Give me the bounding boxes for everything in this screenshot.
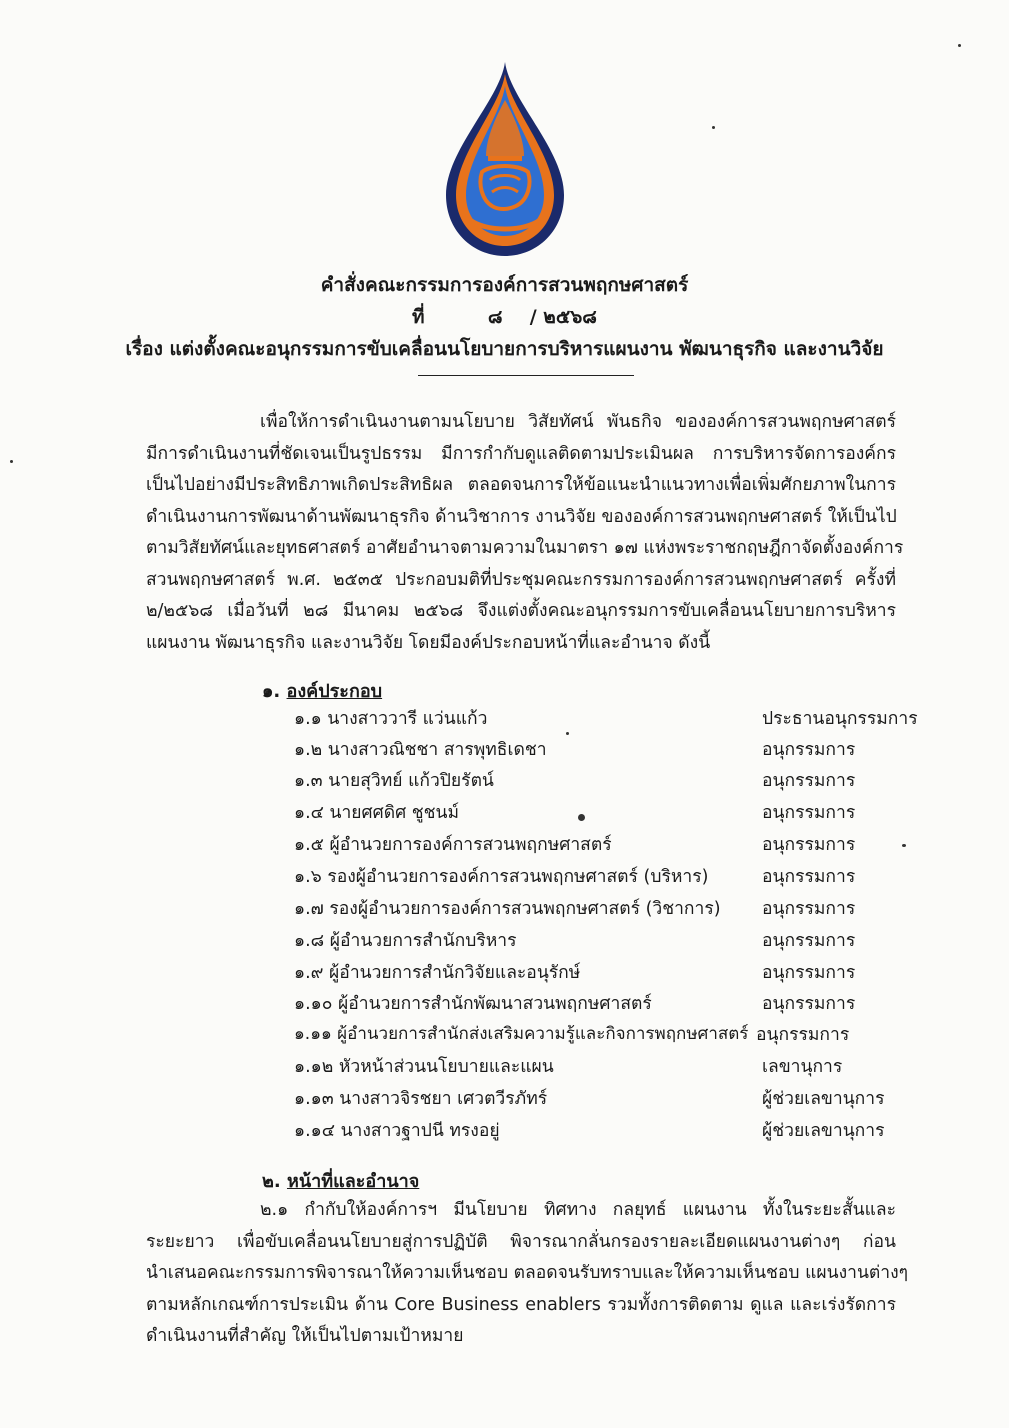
member-name: ๑.๓ นายสุวิทย์ แก้วปิยรัตน์ xyxy=(294,771,494,791)
section-1-title: องค์ประกอบ xyxy=(286,681,383,702)
section-1-number: ๑. xyxy=(262,681,281,702)
member-name: ๑.๑๔ นางสาวฐาปนี ทรงอยู่ xyxy=(294,1121,500,1141)
member-row xyxy=(294,989,934,1020)
intro-line: สวนพฤกษศาสตร์ พ.ศ. ๒๕๓๕ ประกอบมติที่ประชุมคณะกรรมการองค์การสวนพฤกษศาสตร์ ครั้งที่ xyxy=(146,569,896,590)
scan-speck xyxy=(10,460,13,463)
duty-line: ระยะยาว เพื่อขับเคลื่อนนโยบายสู่การปฏิบัติ พิจารณากลั่นกรองรายละเอียดแผนงานต่างๆ ก่อน xyxy=(146,1231,896,1252)
intro-line: เป็นไปอย่างมีประสิทธิภาพเกิดประสิทธิผล ตลอดจนการให้ข้อแนะนำแนวทางเพื่อเพิ่มศักยภาพในการ xyxy=(146,475,896,495)
member-row xyxy=(294,1020,934,1051)
member-role: อนุกรรมการ xyxy=(762,740,856,760)
member-row xyxy=(294,1052,934,1083)
member-role: อนุกรรมการ xyxy=(762,899,856,919)
member-name: ๑.๑ นางสาววารี แว่นแก้ว xyxy=(294,709,488,729)
duty-line: ๒.๑ กำกับให้องค์การฯ มีนโยบาย ทิศทาง กลยุทธ์ แผนงาน ทั้งในระยะสั้นและ xyxy=(260,1200,896,1220)
section-1-heading xyxy=(262,676,382,705)
member-role: อนุกรรมการ xyxy=(756,1025,850,1045)
member-row xyxy=(294,894,934,925)
member-name: ๑.๘ ผู้อำนวยการสำนักบริหาร xyxy=(294,931,517,951)
member-name: ๑.๑๒ หัวหน้าส่วนนโยบายและแผน xyxy=(294,1057,554,1077)
intro-line: แผนงาน พัฒนาธุรกิจ และงานวิจัย โดยมีองค์ประกอบหน้าที่และอำนาจ ดังนี้ xyxy=(146,632,711,653)
order-number-line xyxy=(0,302,1009,332)
member-row xyxy=(294,926,934,957)
member-role: ประธานอนุกรรมการ xyxy=(762,709,918,729)
organization-logo xyxy=(436,60,574,260)
order-number: ๘ xyxy=(487,306,503,328)
member-name: ๑.๑๐ ผู้อำนวยการสำนักพัฒนาสวนพฤกษศาสตร์ xyxy=(294,994,652,1014)
order-prefix: ที่ xyxy=(412,306,425,328)
member-role: เลขานุการ xyxy=(762,1057,843,1077)
member-name: ๑.๑๓ นางสาวจิรชยา เศวตวีรภัทร์ xyxy=(294,1089,548,1109)
order-year: / ๒๕๖๘ xyxy=(529,306,597,328)
member-role: อนุกรรมการ xyxy=(762,994,856,1014)
member-name: ๑.๖ รองผู้อำนวยการองค์การสวนพฤกษศาสตร์ (บริหาร) xyxy=(294,867,709,887)
member-row xyxy=(294,862,934,893)
member-row xyxy=(294,704,934,735)
duties-paragraph xyxy=(146,1195,909,1353)
intro-line: ตามวิสัยทัศน์และยุทธศาสตร์ อาศัยอำนาจตามความในมาตรา ๑๗ แห่งพระราชกฤษฎีกาจัดตั้งองค์การ xyxy=(146,538,904,558)
title-divider xyxy=(418,375,634,376)
member-name: ๑.๗ รองผู้อำนวยการองค์การสวนพฤกษศาสตร์ (วิชาการ) xyxy=(294,899,721,919)
member-name: ๑.๙ ผู้อำนวยการสำนักวิจัยและอนุรักษ์ xyxy=(294,963,581,983)
intro-line: เพื่อให้การดำเนินงานตามนโยบาย วิสัยทัศน์ พันธกิจ ขององค์การสวนพฤกษศาสตร์ xyxy=(260,412,896,432)
member-name: ๑.๕ ผู้อำนวยการองค์การสวนพฤกษศาสตร์ xyxy=(294,835,612,855)
scan-speck xyxy=(578,814,585,821)
scan-speck xyxy=(712,126,715,129)
member-role: อนุกรรมการ xyxy=(762,771,856,791)
member-row xyxy=(294,798,934,829)
order-subject: เรื่อง แต่งตั้งคณะอนุกรรมการขับเคลื่อนนโยบายการบริหารแผนงาน พัฒนาธุรกิจ และงานวิจัย xyxy=(125,338,884,360)
scan-speck xyxy=(566,732,569,735)
intro-paragraph xyxy=(146,407,904,659)
member-role: ผู้ช่วยเลขานุการ xyxy=(762,1089,885,1109)
member-role: ผู้ช่วยเลขานุการ xyxy=(762,1121,885,1141)
scan-speck xyxy=(958,44,961,47)
member-role: อนุกรรมการ xyxy=(762,803,856,823)
member-role: อนุกรรมการ xyxy=(762,963,856,983)
section-2-title: หน้าที่และอำนาจ xyxy=(286,1171,420,1192)
section-2-heading xyxy=(262,1166,419,1195)
member-name: ๑.๒ นางสาวณิชชา สารพุทธิเดชา xyxy=(294,740,547,760)
intro-line: ๒/๒๕๖๘ เมื่อวันที่ ๒๘ มีนาคม ๒๕๖๘ จึงแต่งตั้งคณะอนุกรรมการขับเคลื่อนนโยบายการบริหาร xyxy=(146,601,896,621)
duty-line: ดำเนินงานที่สำคัญ ให้เป็นไปตามเป้าหมาย xyxy=(146,1326,464,1346)
member-name: ๑.๔ นายศศดิศ ชูชนม์ xyxy=(294,803,460,823)
member-role: อนุกรรมการ xyxy=(762,931,856,951)
member-row xyxy=(294,766,934,797)
member-name: ๑.๑๑ ผู้อำนวยการสำนักส่งเสริมความรู้และกิจการพฤกษศาสตร์ xyxy=(294,1024,749,1044)
scan-speck xyxy=(902,844,906,847)
member-row xyxy=(294,1116,934,1147)
duty-line: ตามหลักเกณฑ์การประเมิน ด้าน Core Business enablers รวมทั้งการติดตาม ดูแล และเร่งรัดการ xyxy=(146,1294,896,1315)
member-row xyxy=(294,735,934,766)
member-role: อนุกรรมการ xyxy=(762,867,856,887)
duty-line: นำเสนอคณะกรรมการพิจารณาให้ความเห็นชอบ ตลอดจนรับทราบและให้ความเห็นชอบ แผนงานต่างๆ xyxy=(146,1263,909,1283)
intro-line: ดำเนินงานการพัฒนาด้านพัฒนาธุรกิจ ด้านวิชาการ งานวิจัย ขององค์การสวนพฤกษศาสตร์ ให้เป็นไป xyxy=(146,506,897,527)
member-row xyxy=(294,830,934,861)
order-title: คำสั่งคณะกรรมการองค์การสวนพฤกษศาสตร์ xyxy=(320,274,689,296)
member-row xyxy=(294,958,934,989)
section-2-number: ๒. xyxy=(262,1171,281,1192)
member-row xyxy=(294,1084,934,1115)
intro-line: มีการดำเนินงานที่ชัดเจนเป็นรูปธรรม มีการกำกับดูแลติดตามประเมินผล การบริหารจัดการองค์กร xyxy=(146,443,896,464)
member-role: อนุกรรมการ xyxy=(762,835,856,855)
